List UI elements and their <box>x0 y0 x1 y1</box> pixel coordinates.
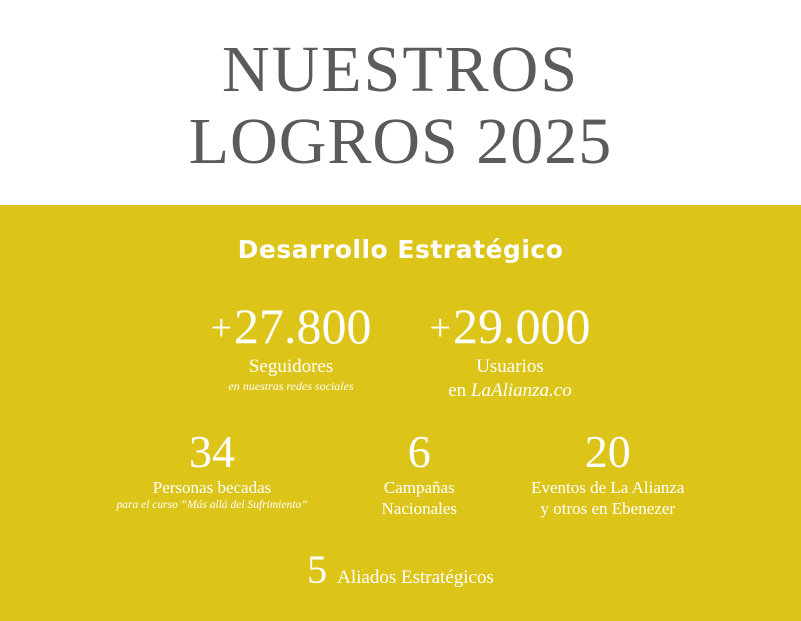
stat-users-number <box>430 300 591 354</box>
page-title-line-1: NUESTROS <box>221 32 580 106</box>
stats-row-allies <box>0 547 801 592</box>
stat-users <box>430 300 591 402</box>
plus-sign-icon: + <box>429 307 451 349</box>
section-title: Desarrollo Estratégico <box>237 235 564 264</box>
stat-allies-number: 5 <box>307 547 328 592</box>
stat-allies-label: Aliados Estratégicos <box>337 567 494 588</box>
stat-events-number: 20 <box>584 426 631 477</box>
stat-campaigns-number: 6 <box>407 426 431 477</box>
stat-events-label-line-1: Eventos de La Alianza <box>531 478 685 497</box>
stat-scholarships-sublabel: para el curso “Más allá del Sufrimiento” <box>116 499 308 511</box>
stat-followers <box>211 300 372 394</box>
stat-users-site-prefix: en <box>448 380 471 401</box>
stat-followers-number <box>211 300 372 354</box>
stat-events <box>531 428 684 518</box>
stat-users-label: Usuarios <box>476 356 544 377</box>
stat-scholarships <box>117 428 308 513</box>
stat-followers-value: 27.800 <box>234 298 372 354</box>
stat-allies <box>307 547 494 592</box>
header-band <box>0 0 801 205</box>
stat-users-value: 29.000 <box>452 298 591 354</box>
stats-band <box>0 205 801 621</box>
stat-events-label-line-2: y otros en Ebenezer <box>540 499 676 518</box>
stat-scholarships-number: 34 <box>189 426 236 477</box>
stat-campaigns-label-line-2: Nacionales <box>381 499 458 518</box>
plus-sign-icon: + <box>210 307 232 349</box>
stat-campaigns <box>382 428 458 518</box>
stats-row-primary <box>0 300 801 402</box>
stat-users-site-line <box>430 380 591 402</box>
stat-users-site: LaAlianza.co <box>470 380 572 401</box>
stat-campaigns-label-line-1: Campañas <box>383 478 455 497</box>
stat-scholarships-label: Personas becadas <box>152 478 272 497</box>
stats-row-secondary <box>0 428 801 518</box>
stat-followers-label: Seguidores <box>248 356 334 377</box>
stat-followers-sublabel: en nuestras redes sociales <box>228 379 354 393</box>
page-title-line-2: LOGROS 2025 <box>188 104 613 178</box>
